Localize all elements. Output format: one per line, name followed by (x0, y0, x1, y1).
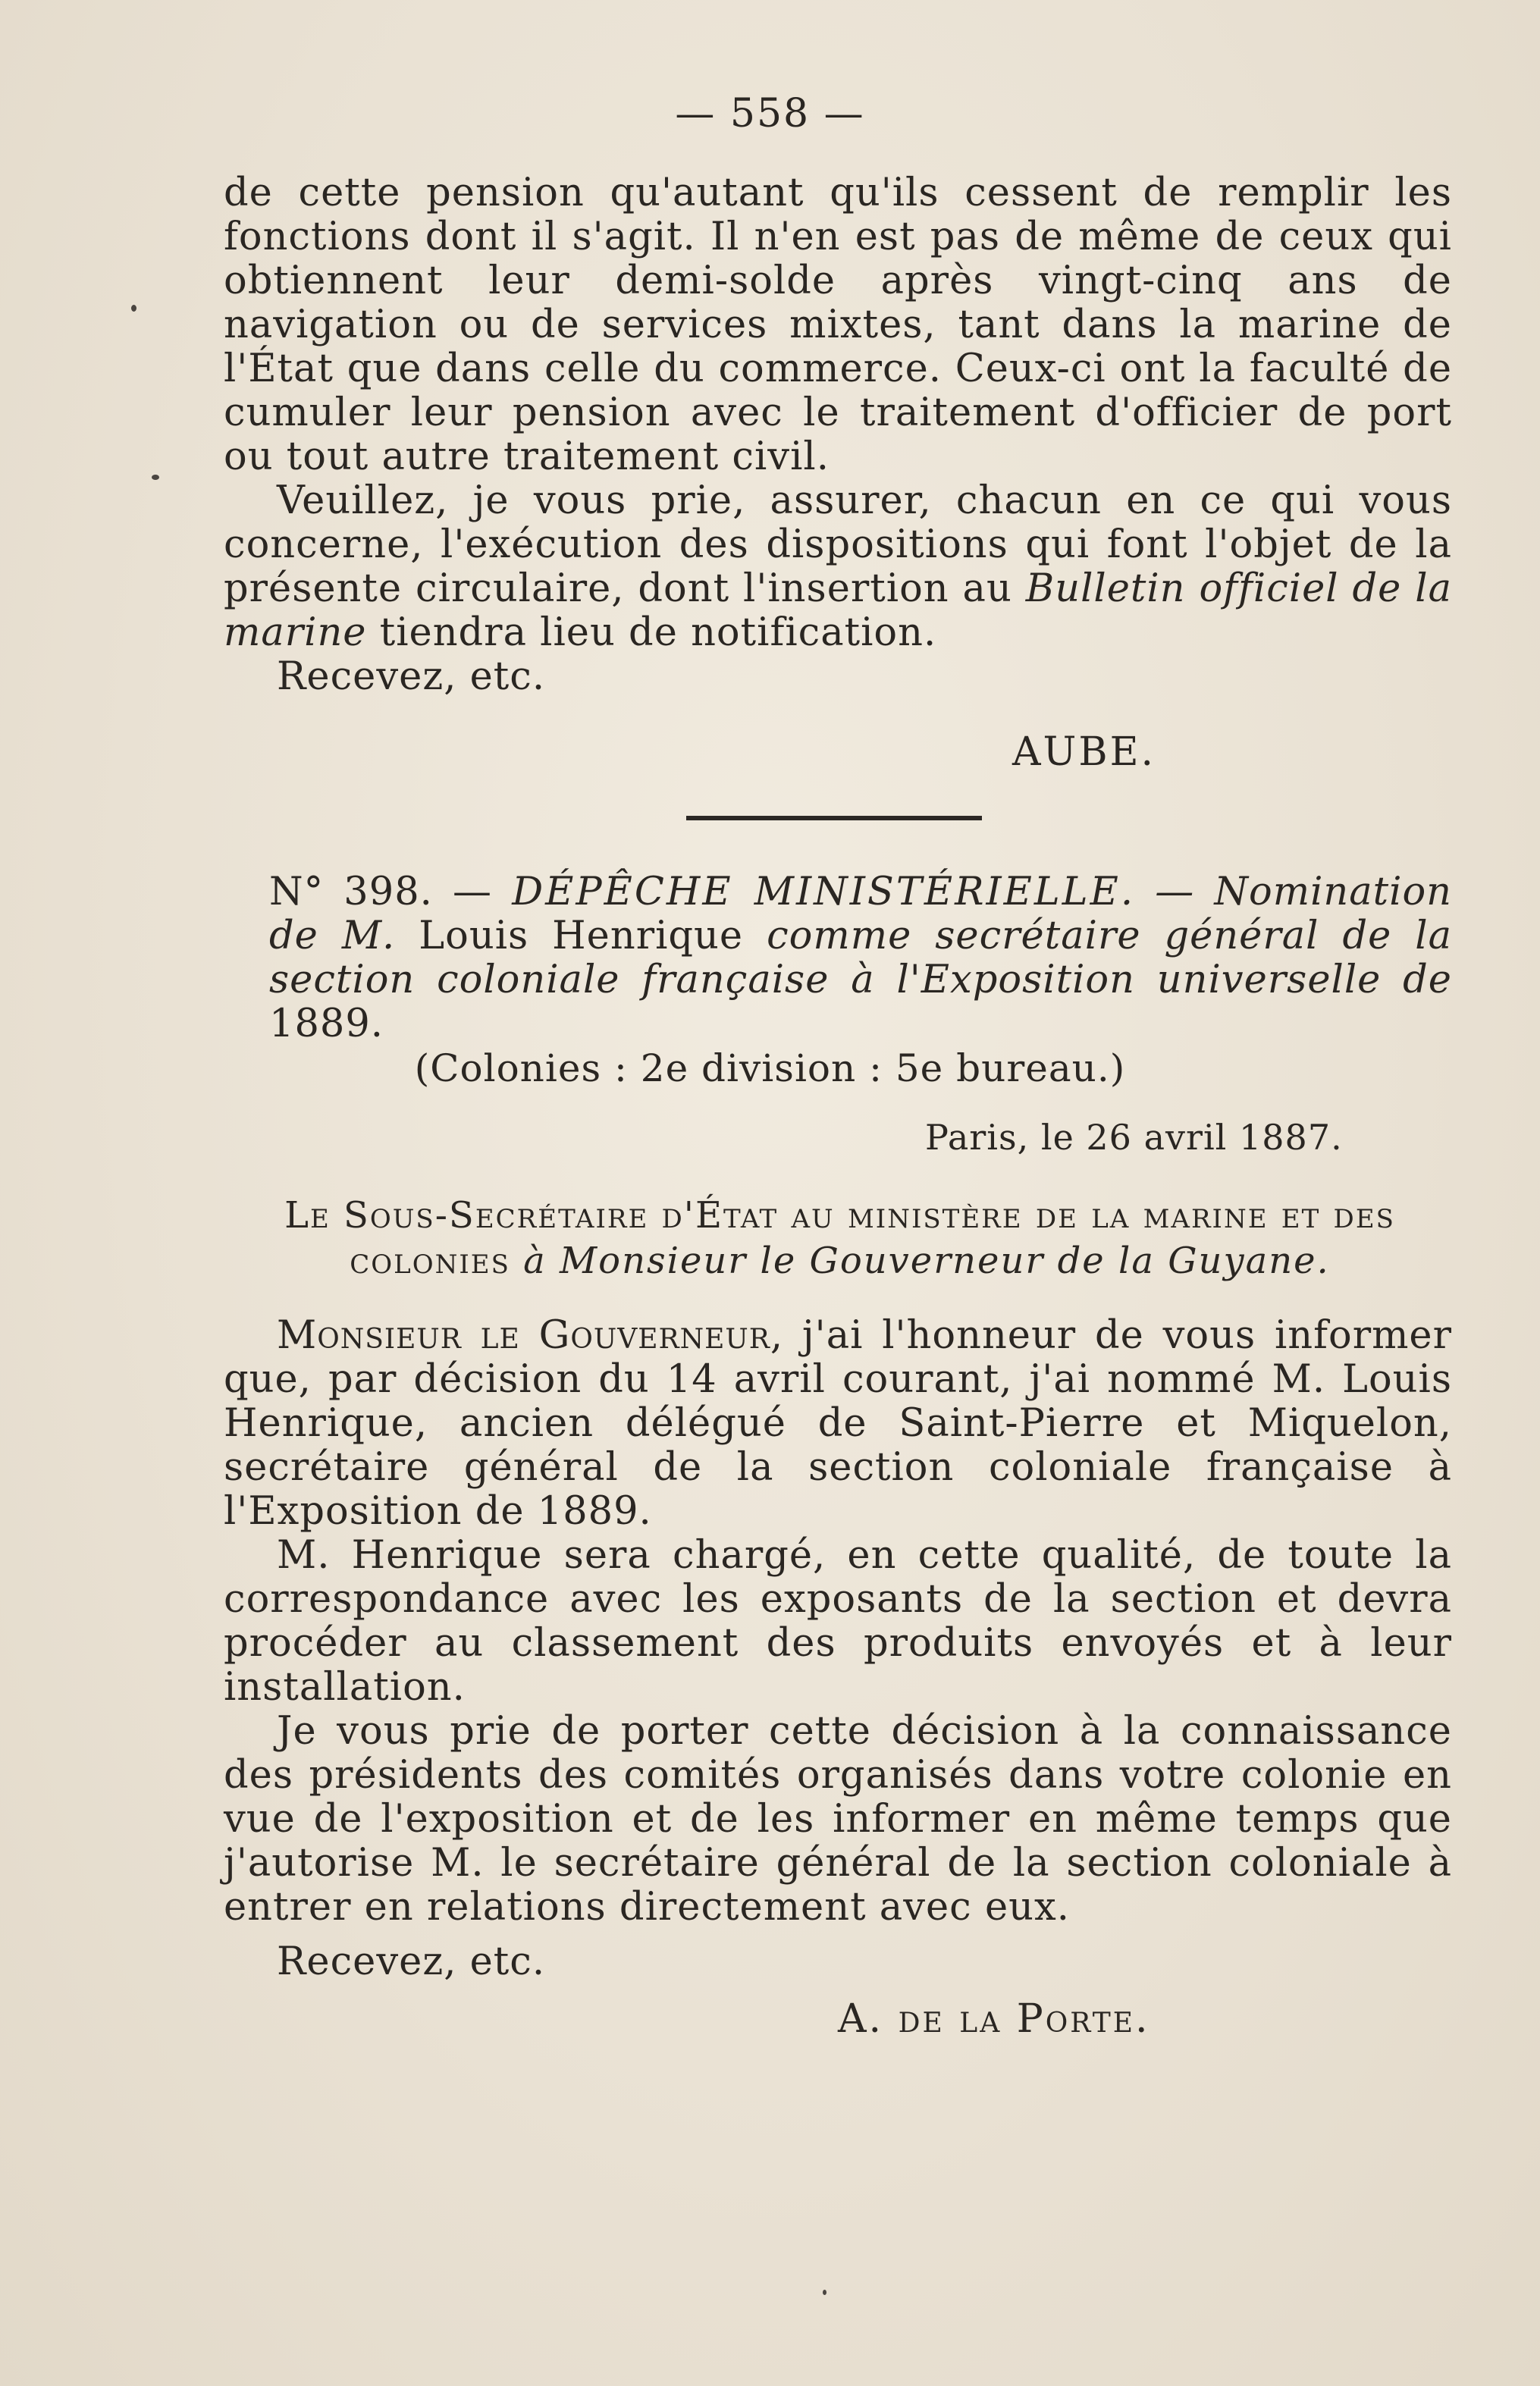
ink-speck (823, 2290, 826, 2295)
signature-aube: AUBE. (1012, 729, 1156, 775)
dispatch-subject-year: 1889. (269, 1002, 384, 1046)
separator-rule (686, 816, 982, 820)
paragraph-decision: Je vous prie de porter cette décision à la connaissance des présidents des comités organisés dans votre colonie en vue de l'exposition et de les informer en même temps que j'autorise M. le secrétaire général de la section coloniale à entrer en relations directement avec eux. (224, 1709, 1452, 1930)
dispatch-subject-b: comme secrétaire général de la section coloniale française à l'Exposition universelle de (269, 914, 1453, 1002)
dispatch-heading (269, 870, 1452, 1046)
dispatch-number: N° 398. — (269, 870, 493, 914)
letter-body (224, 1314, 1452, 1984)
ink-speck (152, 475, 159, 480)
dispatch-title: DÉPÊCHE MINISTÉRIELLE. (512, 870, 1136, 914)
paragraph-informer: Monsieur le Gouverneur, j'ai l'honneur de vous informer que, par décision du 14 avril courant, j'ai nommé M. Louis Henrique, ancien délégué de Saint-Pierre et Miquelon, secrétaire général de la section coloniale française à l'Exposition de 1889. (224, 1313, 1452, 1534)
signature-de-la-porte: A. de la Porte. (838, 1996, 1150, 2042)
paragraph-pension: de cette pension qu'autant qu'ils cessent de remplir les fonctions dont il s'agit. Il n'en est pas de même de ceux qui obtiennent leur demi-solde après vingt-cinq ans de navigation ou de services mixtes, tant dans la marine de l'État que dans celle du commerce. Ceux-ci ont la faculté de cumuler leur pension avec le traitement d'officier de port ou tout autre traitement civil. (224, 171, 1452, 479)
paragraph-veuillez: Veuillez, je vous prie, assurer, chacun en ce qui vous concerne, l'exécution des dispositions qui font l'objet de la présente circulaire, dont l'insertion au Bulletin officiel de la marine tiendra lieu de notification. (224, 478, 1453, 655)
dispatch-subject-name: Louis Henrique (419, 914, 744, 958)
closing-recevez-1: Recevez, etc. (277, 654, 546, 699)
continued-text (224, 171, 1452, 699)
salutation: Monsieur le Gouverneur, (277, 1313, 784, 1358)
page-number: — 558 — (675, 91, 865, 136)
bulletin-title: Bulletin officiel de la marine (224, 566, 1453, 655)
place-date: Paris, le 26 avril 1887. (925, 1117, 1343, 1158)
address-to: Monsieur le Gouverneur de la Guyane. (560, 1240, 1330, 1282)
closing-recevez-2: Recevez, etc. (277, 1939, 546, 1984)
address-line (227, 1193, 1452, 1284)
address-to-prefix: à (523, 1240, 547, 1282)
department-line: (Colonies : 2e division : 5e bureau.) (414, 1046, 1126, 1090)
address-from: Le Sous-Secrétaire d'État au ministère de la marine et des colonies (284, 1194, 1395, 1282)
paragraph-henrique: M. Henrique sera chargé, en cette qualité, de toute la correspondance avec les exposants de la section et devra procéder au classement des produits envoyés et à leur installation. (224, 1533, 1452, 1710)
ink-speck (131, 305, 136, 312)
dispatch-subject-a: — Nomination de M. (269, 870, 1452, 958)
